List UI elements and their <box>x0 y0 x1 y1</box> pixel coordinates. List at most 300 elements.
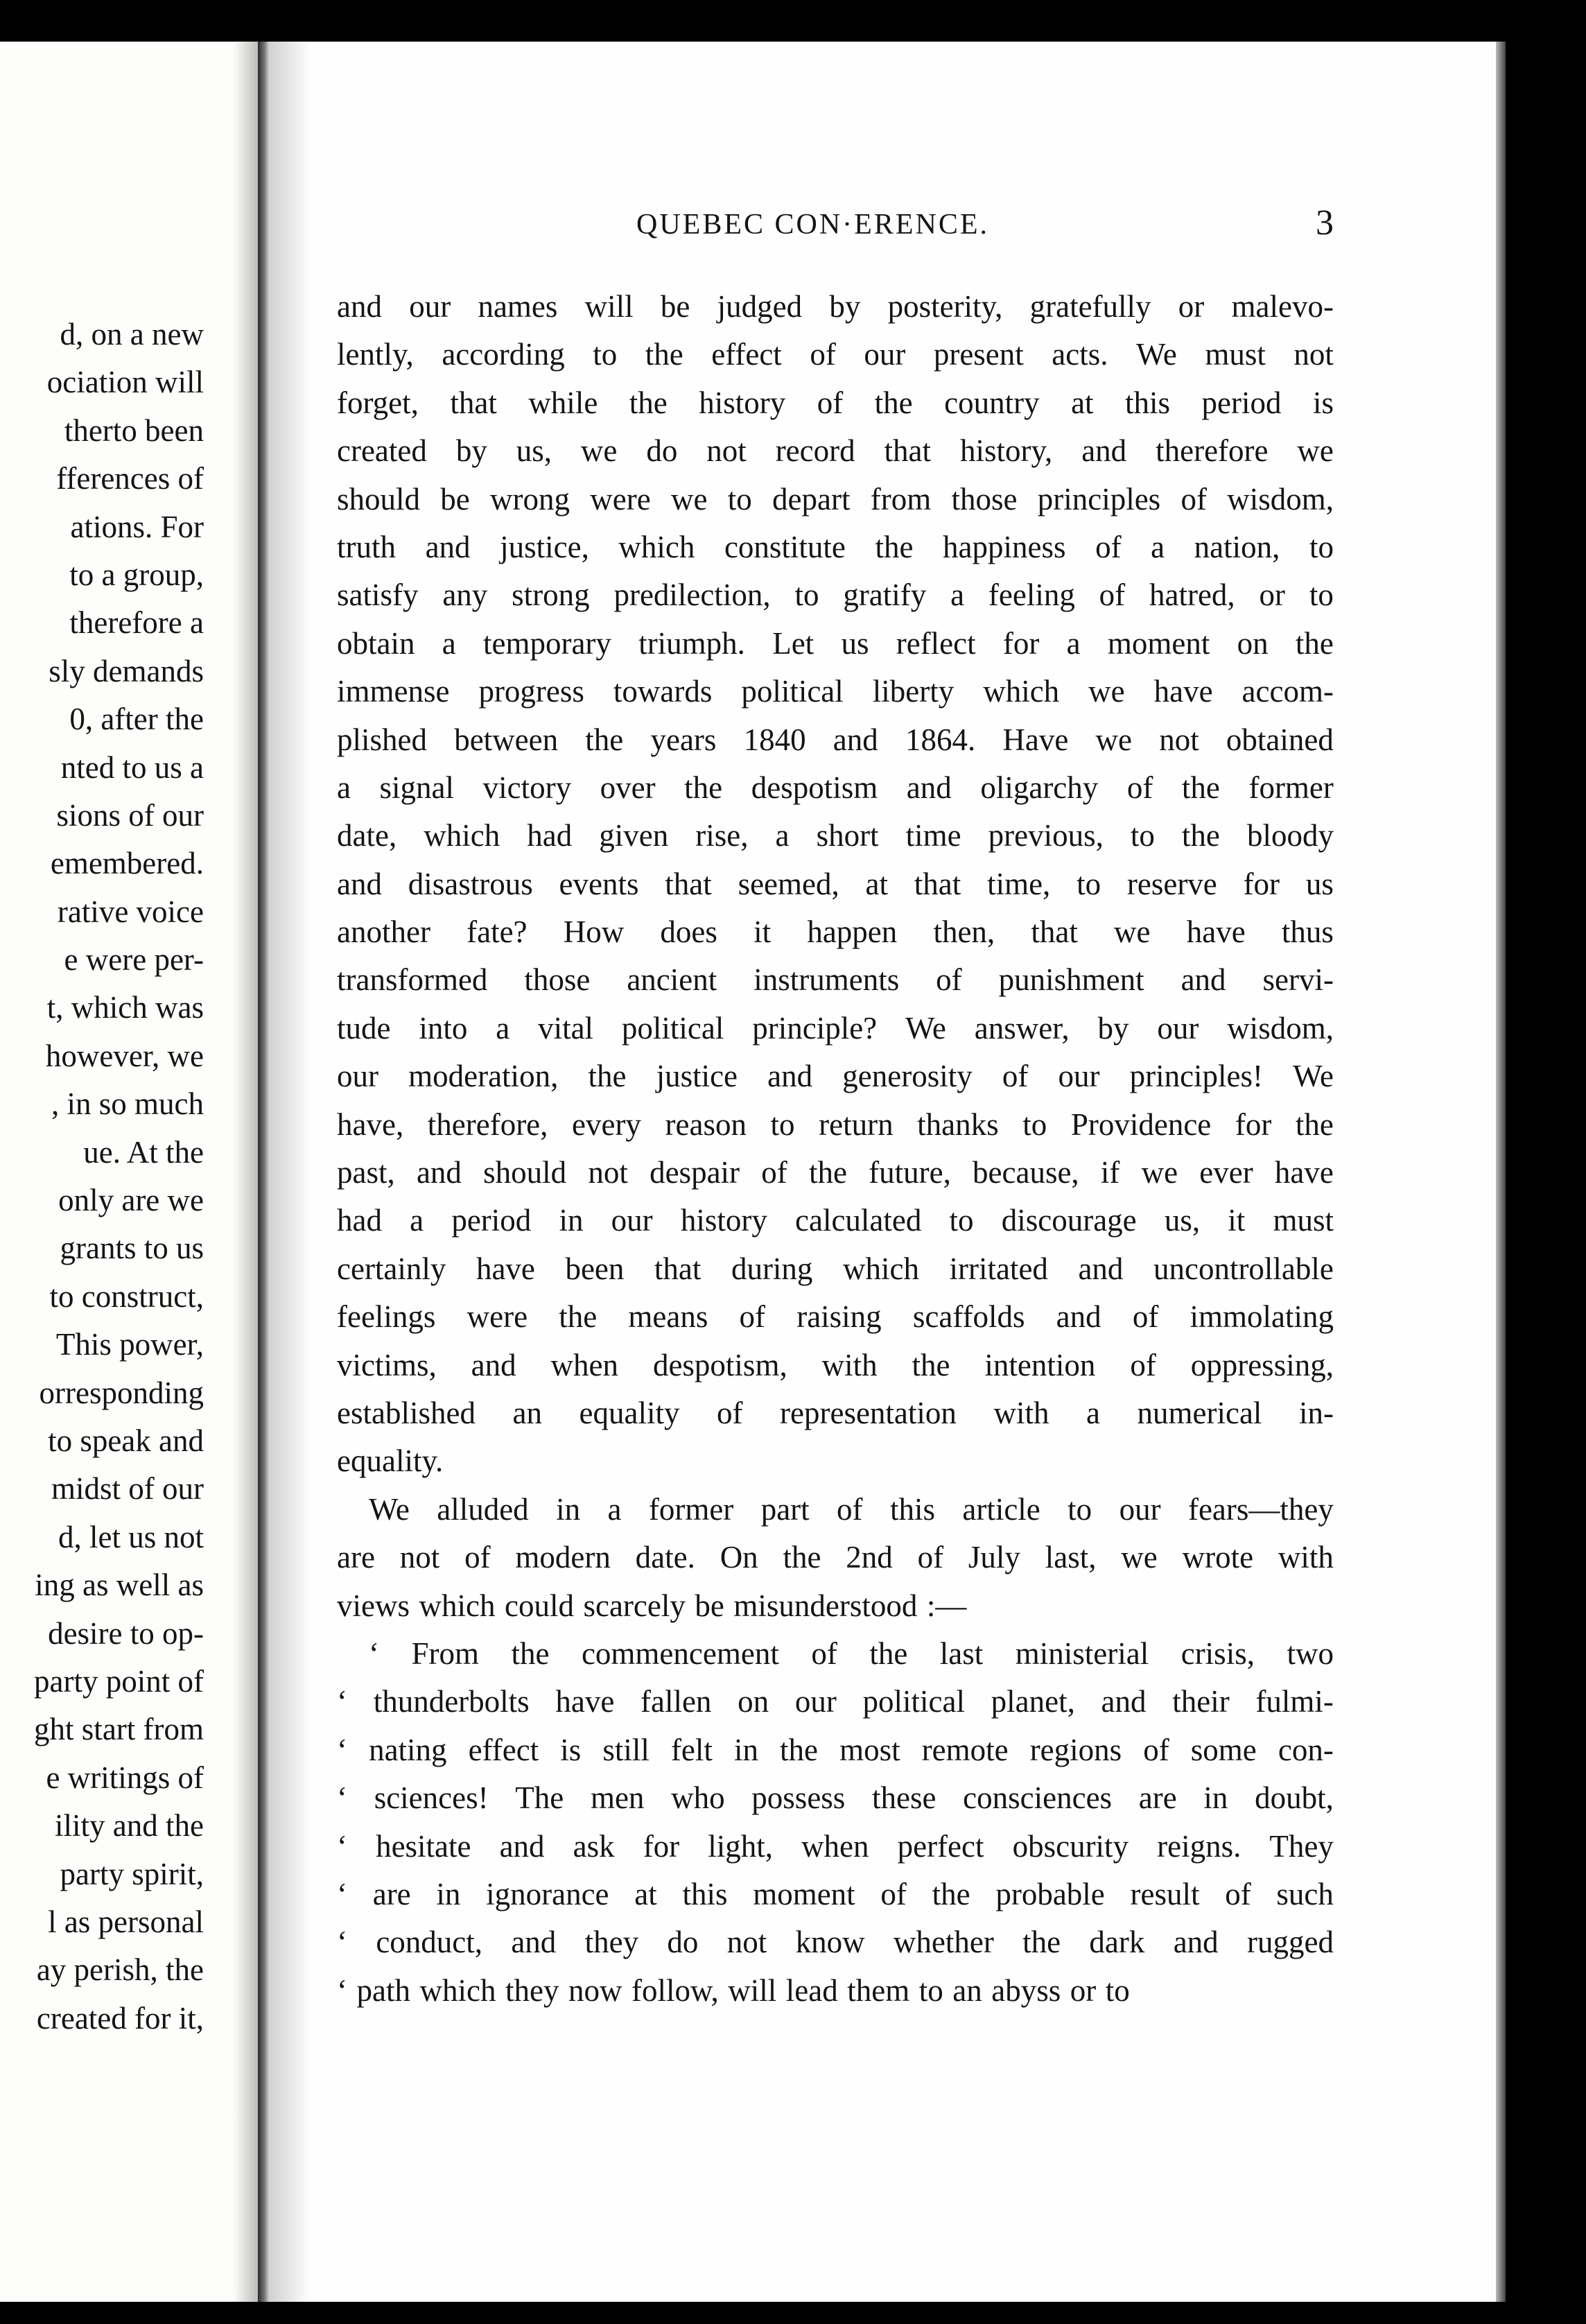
word: of <box>837 1491 863 1527</box>
text-line <box>337 956 1334 1004</box>
word: to <box>794 578 819 613</box>
word: whether <box>893 1925 994 1960</box>
text-line <box>337 764 1334 812</box>
facing-page-line: d, on a new <box>60 317 204 352</box>
word: the <box>932 1876 970 1911</box>
word: justice <box>656 1059 738 1094</box>
word: were <box>467 1299 528 1335</box>
word: hesitate <box>376 1828 471 1864</box>
facing-page-text <box>0 311 204 2043</box>
word: July <box>968 1540 1020 1575</box>
word: victims, <box>337 1347 437 1382</box>
word: posterity, <box>887 289 1003 324</box>
word: had <box>337 1203 382 1238</box>
word: therefore <box>1156 433 1269 469</box>
word: views <box>337 1588 410 1623</box>
text-line <box>337 620 1334 668</box>
word: of <box>917 1540 944 1575</box>
word: events <box>559 866 639 901</box>
text-line <box>337 1389 1334 1437</box>
word: and <box>1081 433 1127 469</box>
word: the <box>1181 818 1220 853</box>
word: now <box>568 1972 622 2008</box>
text-line <box>337 1823 1334 1871</box>
word: are <box>372 1876 411 1911</box>
facing-page-line: however, we <box>45 1038 204 1073</box>
word: of <box>1180 481 1207 517</box>
running-head <box>366 203 1334 257</box>
word: ‘ <box>337 1780 347 1816</box>
facing-page-line: ility and the <box>55 1808 204 1844</box>
word: sciences! <box>374 1780 489 1816</box>
word: rise, <box>695 818 749 853</box>
facing-page-line: desire to op- <box>48 1615 204 1651</box>
word: to <box>1130 818 1155 853</box>
word: article <box>962 1491 1040 1527</box>
word: have <box>1274 1155 1334 1190</box>
word: and <box>1078 1251 1124 1286</box>
word: and <box>1056 1299 1101 1335</box>
word: created <box>337 433 427 469</box>
word: that <box>1031 914 1078 950</box>
word: on <box>738 1684 769 1719</box>
facing-page-line: only are we <box>58 1183 204 1218</box>
text-line <box>337 1871 1334 1918</box>
word: in <box>436 1876 461 1911</box>
word: of <box>1143 1732 1169 1767</box>
word: irritated <box>949 1251 1048 1286</box>
word: could <box>504 1588 574 1623</box>
word: 1864. <box>905 722 976 757</box>
word: misunderstood <box>733 1588 918 1623</box>
word: ‘ <box>337 1972 347 2008</box>
word: raising <box>796 1299 882 1335</box>
word: From <box>411 1636 479 1671</box>
word: future, <box>869 1155 951 1190</box>
word: and <box>416 1155 462 1190</box>
paragraph <box>337 1630 1334 2015</box>
word: not <box>706 433 747 469</box>
word: by <box>455 433 487 469</box>
word: us <box>1305 866 1334 901</box>
word: to <box>1309 578 1334 613</box>
word: lead <box>785 1972 838 2008</box>
word: obscurity <box>1012 1828 1129 1864</box>
word: country <box>944 385 1040 420</box>
text-line <box>337 1437 1334 1485</box>
word: history <box>699 385 786 420</box>
word: not <box>1293 337 1334 372</box>
word: this <box>682 1876 728 1911</box>
word: will <box>584 289 634 324</box>
word: conduct, <box>376 1925 483 1960</box>
word: by <box>829 289 861 324</box>
word: vital <box>538 1010 594 1046</box>
word: date, <box>337 818 397 853</box>
word: planet, <box>991 1684 1075 1719</box>
word: will <box>728 1972 777 2008</box>
word: return <box>819 1107 894 1142</box>
word: know <box>795 1925 865 1960</box>
word: were <box>590 481 651 517</box>
word: moment <box>1107 625 1210 661</box>
word: still <box>602 1732 650 1767</box>
word: despotism <box>751 770 878 805</box>
text-line <box>337 860 1334 908</box>
word: fallen <box>640 1684 712 1719</box>
word: the <box>559 1299 598 1335</box>
facing-page-line: e writings of <box>46 1760 204 1795</box>
word: the <box>1295 625 1334 661</box>
word: felt <box>670 1732 713 1767</box>
word: oppressing, <box>1190 1347 1334 1382</box>
word: they <box>584 1925 639 1960</box>
word: period <box>451 1203 532 1238</box>
word: fears—they <box>1187 1491 1334 1527</box>
text-line <box>337 908 1334 956</box>
word: hatred, <box>1149 578 1235 613</box>
word: to <box>1105 1972 1130 2008</box>
word: who <box>671 1780 725 1816</box>
word: Providence <box>1070 1107 1212 1142</box>
word: or <box>1259 578 1286 613</box>
text-line <box>337 1052 1334 1100</box>
word: to <box>593 337 618 372</box>
word: and <box>1101 1684 1147 1719</box>
word: the <box>645 337 683 372</box>
word: for <box>643 1828 680 1864</box>
word: a <box>1086 1395 1100 1430</box>
text-line <box>337 331 1334 379</box>
word: equality. <box>337 1443 444 1479</box>
word: to <box>1309 529 1334 564</box>
word: abyss <box>991 1972 1061 2008</box>
word: a <box>442 625 456 661</box>
word: ‘ <box>337 1925 347 1960</box>
word: and <box>511 1925 557 1960</box>
word: should <box>337 481 421 517</box>
facing-page-line: ing as well as <box>35 1568 204 1603</box>
word: the <box>585 722 624 757</box>
word: a <box>410 1203 424 1238</box>
word: immolating <box>1190 1299 1334 1335</box>
word: plished <box>337 722 427 757</box>
word: ask <box>573 1828 615 1864</box>
word: to <box>1022 1107 1047 1142</box>
word: for <box>1243 866 1280 901</box>
word: and <box>833 722 878 757</box>
word: at <box>865 866 889 901</box>
word: scarcely <box>583 1588 686 1623</box>
word: signal <box>379 770 455 805</box>
word: liberty <box>872 674 955 709</box>
word: is <box>1312 385 1334 420</box>
word: had <box>527 818 573 853</box>
word: time <box>905 818 961 853</box>
text-line <box>337 1774 1334 1822</box>
word: record <box>775 433 855 469</box>
word: the <box>588 1059 627 1094</box>
word: we <box>1121 1540 1158 1575</box>
word: our <box>864 337 906 372</box>
facing-page-line: party spirit, <box>60 1856 204 1891</box>
facing-page-line: t, which was <box>46 990 204 1025</box>
word: They <box>1269 1828 1334 1864</box>
word: not <box>588 1155 628 1190</box>
word: former <box>1248 770 1334 805</box>
word: some <box>1190 1732 1257 1767</box>
facing-page-line: ue. At the <box>83 1134 204 1170</box>
word: between <box>454 722 559 757</box>
word: a <box>337 770 351 805</box>
text-line <box>337 1678 1334 1726</box>
page-number: 3 <box>1316 203 1334 243</box>
word: that <box>914 866 961 901</box>
word: men <box>590 1780 645 1816</box>
word: despotism, <box>652 1347 787 1382</box>
word: we <box>1088 674 1125 709</box>
word: a <box>775 818 790 853</box>
word: obtain <box>337 625 415 661</box>
facing-page-line: nted to us a <box>60 749 204 785</box>
paragraph <box>337 283 1334 1486</box>
word: ancient <box>627 962 717 998</box>
word: intention <box>984 1347 1096 1382</box>
word: satisfy <box>337 578 419 613</box>
facing-page-line: therto been <box>64 413 204 448</box>
word: have <box>1153 674 1213 709</box>
text-line <box>337 668 1334 716</box>
word: last, <box>1045 1540 1097 1575</box>
word: a <box>496 1010 510 1046</box>
word: with <box>993 1395 1049 1430</box>
word: discourage <box>1001 1203 1137 1238</box>
word: during <box>731 1251 813 1286</box>
word: and <box>337 289 382 324</box>
word: for <box>1235 1107 1272 1142</box>
word: 1840 <box>743 722 806 757</box>
word: equality <box>579 1395 680 1430</box>
word: feeling <box>988 578 1075 613</box>
word: doubt, <box>1255 1780 1334 1816</box>
word: history, <box>959 433 1053 469</box>
word: fate? <box>467 914 528 950</box>
word: 2nd <box>846 1540 893 1575</box>
word: certainly <box>337 1251 446 1286</box>
word: and <box>337 866 382 901</box>
word: despair <box>650 1155 740 1190</box>
text-line <box>337 427 1334 475</box>
word: lently, <box>337 337 414 372</box>
facing-page-line: to construct, <box>49 1278 204 1314</box>
text-line <box>337 1486 1334 1534</box>
facing-page-line: 0, after the <box>69 702 204 737</box>
word: malevo- <box>1231 289 1334 324</box>
word: thanks <box>917 1107 999 1142</box>
word: perfect <box>897 1828 984 1864</box>
word: do <box>646 433 678 469</box>
word: representation <box>780 1395 957 1430</box>
word: to <box>727 481 752 517</box>
word: feelings <box>337 1299 436 1335</box>
word: not <box>1159 722 1199 757</box>
word: light, <box>708 1828 773 1864</box>
running-title: QUEBEC CON·ERENCE. <box>636 209 989 241</box>
facing-page-line: to speak and <box>48 1423 204 1458</box>
text-line <box>337 283 1334 331</box>
word: those <box>524 962 591 998</box>
word: we <box>1095 722 1133 757</box>
word: which <box>842 1251 919 1286</box>
word: names <box>478 289 558 324</box>
word: should <box>483 1155 567 1190</box>
word: been <box>565 1251 625 1286</box>
text-line <box>337 1005 1334 1052</box>
word: present <box>933 337 1024 372</box>
word: How <box>563 914 625 950</box>
word: generosity <box>842 1059 973 1094</box>
word: in <box>733 1732 758 1767</box>
word: triumph. <box>638 625 745 661</box>
word: path <box>356 1972 410 2008</box>
word: time, <box>987 866 1051 901</box>
word: is <box>560 1732 582 1767</box>
word: follow, <box>631 1972 719 2008</box>
word: We <box>369 1491 410 1527</box>
word: with <box>1278 1540 1334 1575</box>
page-edge <box>1496 42 1506 2302</box>
word: at <box>1071 385 1094 420</box>
facing-page-line: l as personal <box>48 1904 204 1939</box>
word: the <box>629 385 668 420</box>
text-line <box>337 1726 1334 1774</box>
word: the <box>511 1636 550 1671</box>
word: their <box>1172 1684 1230 1719</box>
word: period <box>1201 385 1282 420</box>
word: towards <box>613 674 713 709</box>
word: truth <box>337 529 396 564</box>
word: we <box>1141 1155 1178 1190</box>
word: moderation, <box>408 1059 559 1094</box>
word: and <box>767 1059 813 1094</box>
word: nation, <box>1194 529 1280 564</box>
word: of <box>811 1636 837 1671</box>
word: history <box>680 1203 767 1238</box>
word: and <box>425 529 471 564</box>
word: of <box>936 962 962 998</box>
word: disastrous <box>408 866 533 901</box>
word: a <box>1066 625 1081 661</box>
word: ‘ <box>337 1828 347 1864</box>
word: of <box>1095 529 1122 564</box>
word: therefore, <box>427 1107 548 1142</box>
word: to <box>949 1203 974 1238</box>
word: into <box>419 1010 468 1046</box>
word: not <box>399 1540 440 1575</box>
word: result <box>1130 1876 1200 1911</box>
word: us <box>841 625 869 661</box>
facing-page-line: orresponding <box>39 1375 204 1410</box>
word: ‘ <box>369 1636 379 1671</box>
text-line <box>337 1967 1334 2015</box>
word: be <box>440 481 470 517</box>
word: principle? <box>752 1010 878 1046</box>
word: and <box>1173 1925 1219 1960</box>
word: nating <box>369 1732 447 1767</box>
word: commencement <box>581 1636 779 1671</box>
word: such <box>1276 1876 1334 1911</box>
word: years <box>650 722 717 757</box>
text-line <box>337 1149 1334 1197</box>
word: The <box>515 1780 564 1816</box>
text-line <box>337 1245 1334 1293</box>
word: fulmi- <box>1255 1684 1334 1719</box>
word: the <box>684 770 723 805</box>
word: that <box>884 433 932 469</box>
word: given <box>599 818 669 853</box>
word: a <box>607 1491 622 1527</box>
word: seemed, <box>738 866 839 901</box>
word: that <box>654 1251 702 1286</box>
word: of <box>1130 1347 1156 1382</box>
word: are <box>1138 1780 1177 1816</box>
word: we <box>1297 433 1334 469</box>
word: by <box>1097 1010 1129 1046</box>
text-line <box>337 476 1334 523</box>
word: wrote <box>1182 1540 1254 1575</box>
word: reflect <box>896 625 976 661</box>
word: oligarchy <box>980 770 1099 805</box>
facing-page-line: created for it, <box>36 2000 204 2036</box>
word: instruments <box>753 962 900 998</box>
word: thus <box>1281 914 1334 950</box>
word: to <box>918 1972 943 2008</box>
word: be <box>695 1588 724 1623</box>
word: us, <box>1164 1203 1201 1238</box>
word: consciences <box>963 1780 1113 1816</box>
word: of <box>717 1395 743 1430</box>
word: reserve <box>1126 866 1217 901</box>
word: an <box>952 1972 982 2008</box>
word: the <box>808 1155 847 1190</box>
facing-page-line: , in so much <box>51 1086 204 1122</box>
word: the <box>874 385 913 420</box>
word: our <box>611 1203 653 1238</box>
facing-page-line: party point of <box>34 1663 204 1699</box>
word: probable <box>995 1876 1105 1911</box>
word: from <box>870 481 932 517</box>
word: of <box>464 1540 491 1575</box>
word: our <box>337 1059 378 1094</box>
word: be <box>660 289 690 324</box>
word: this <box>889 1491 935 1527</box>
text-line <box>337 1101 1334 1149</box>
word: ever <box>1199 1155 1253 1190</box>
word: ‘ <box>337 1876 347 1911</box>
word: moment <box>753 1876 855 1911</box>
word: have, <box>337 1107 404 1142</box>
word: are <box>337 1540 375 1575</box>
word: or <box>1178 289 1205 324</box>
word: that <box>450 385 497 420</box>
word: ignorance <box>486 1876 609 1911</box>
word: and <box>471 1347 516 1382</box>
facing-page-line: d, let us not <box>58 1519 204 1554</box>
word: part <box>760 1491 810 1527</box>
word: ministerial <box>1015 1636 1149 1671</box>
word: depart <box>772 481 851 517</box>
word: dark <box>1089 1925 1145 1960</box>
